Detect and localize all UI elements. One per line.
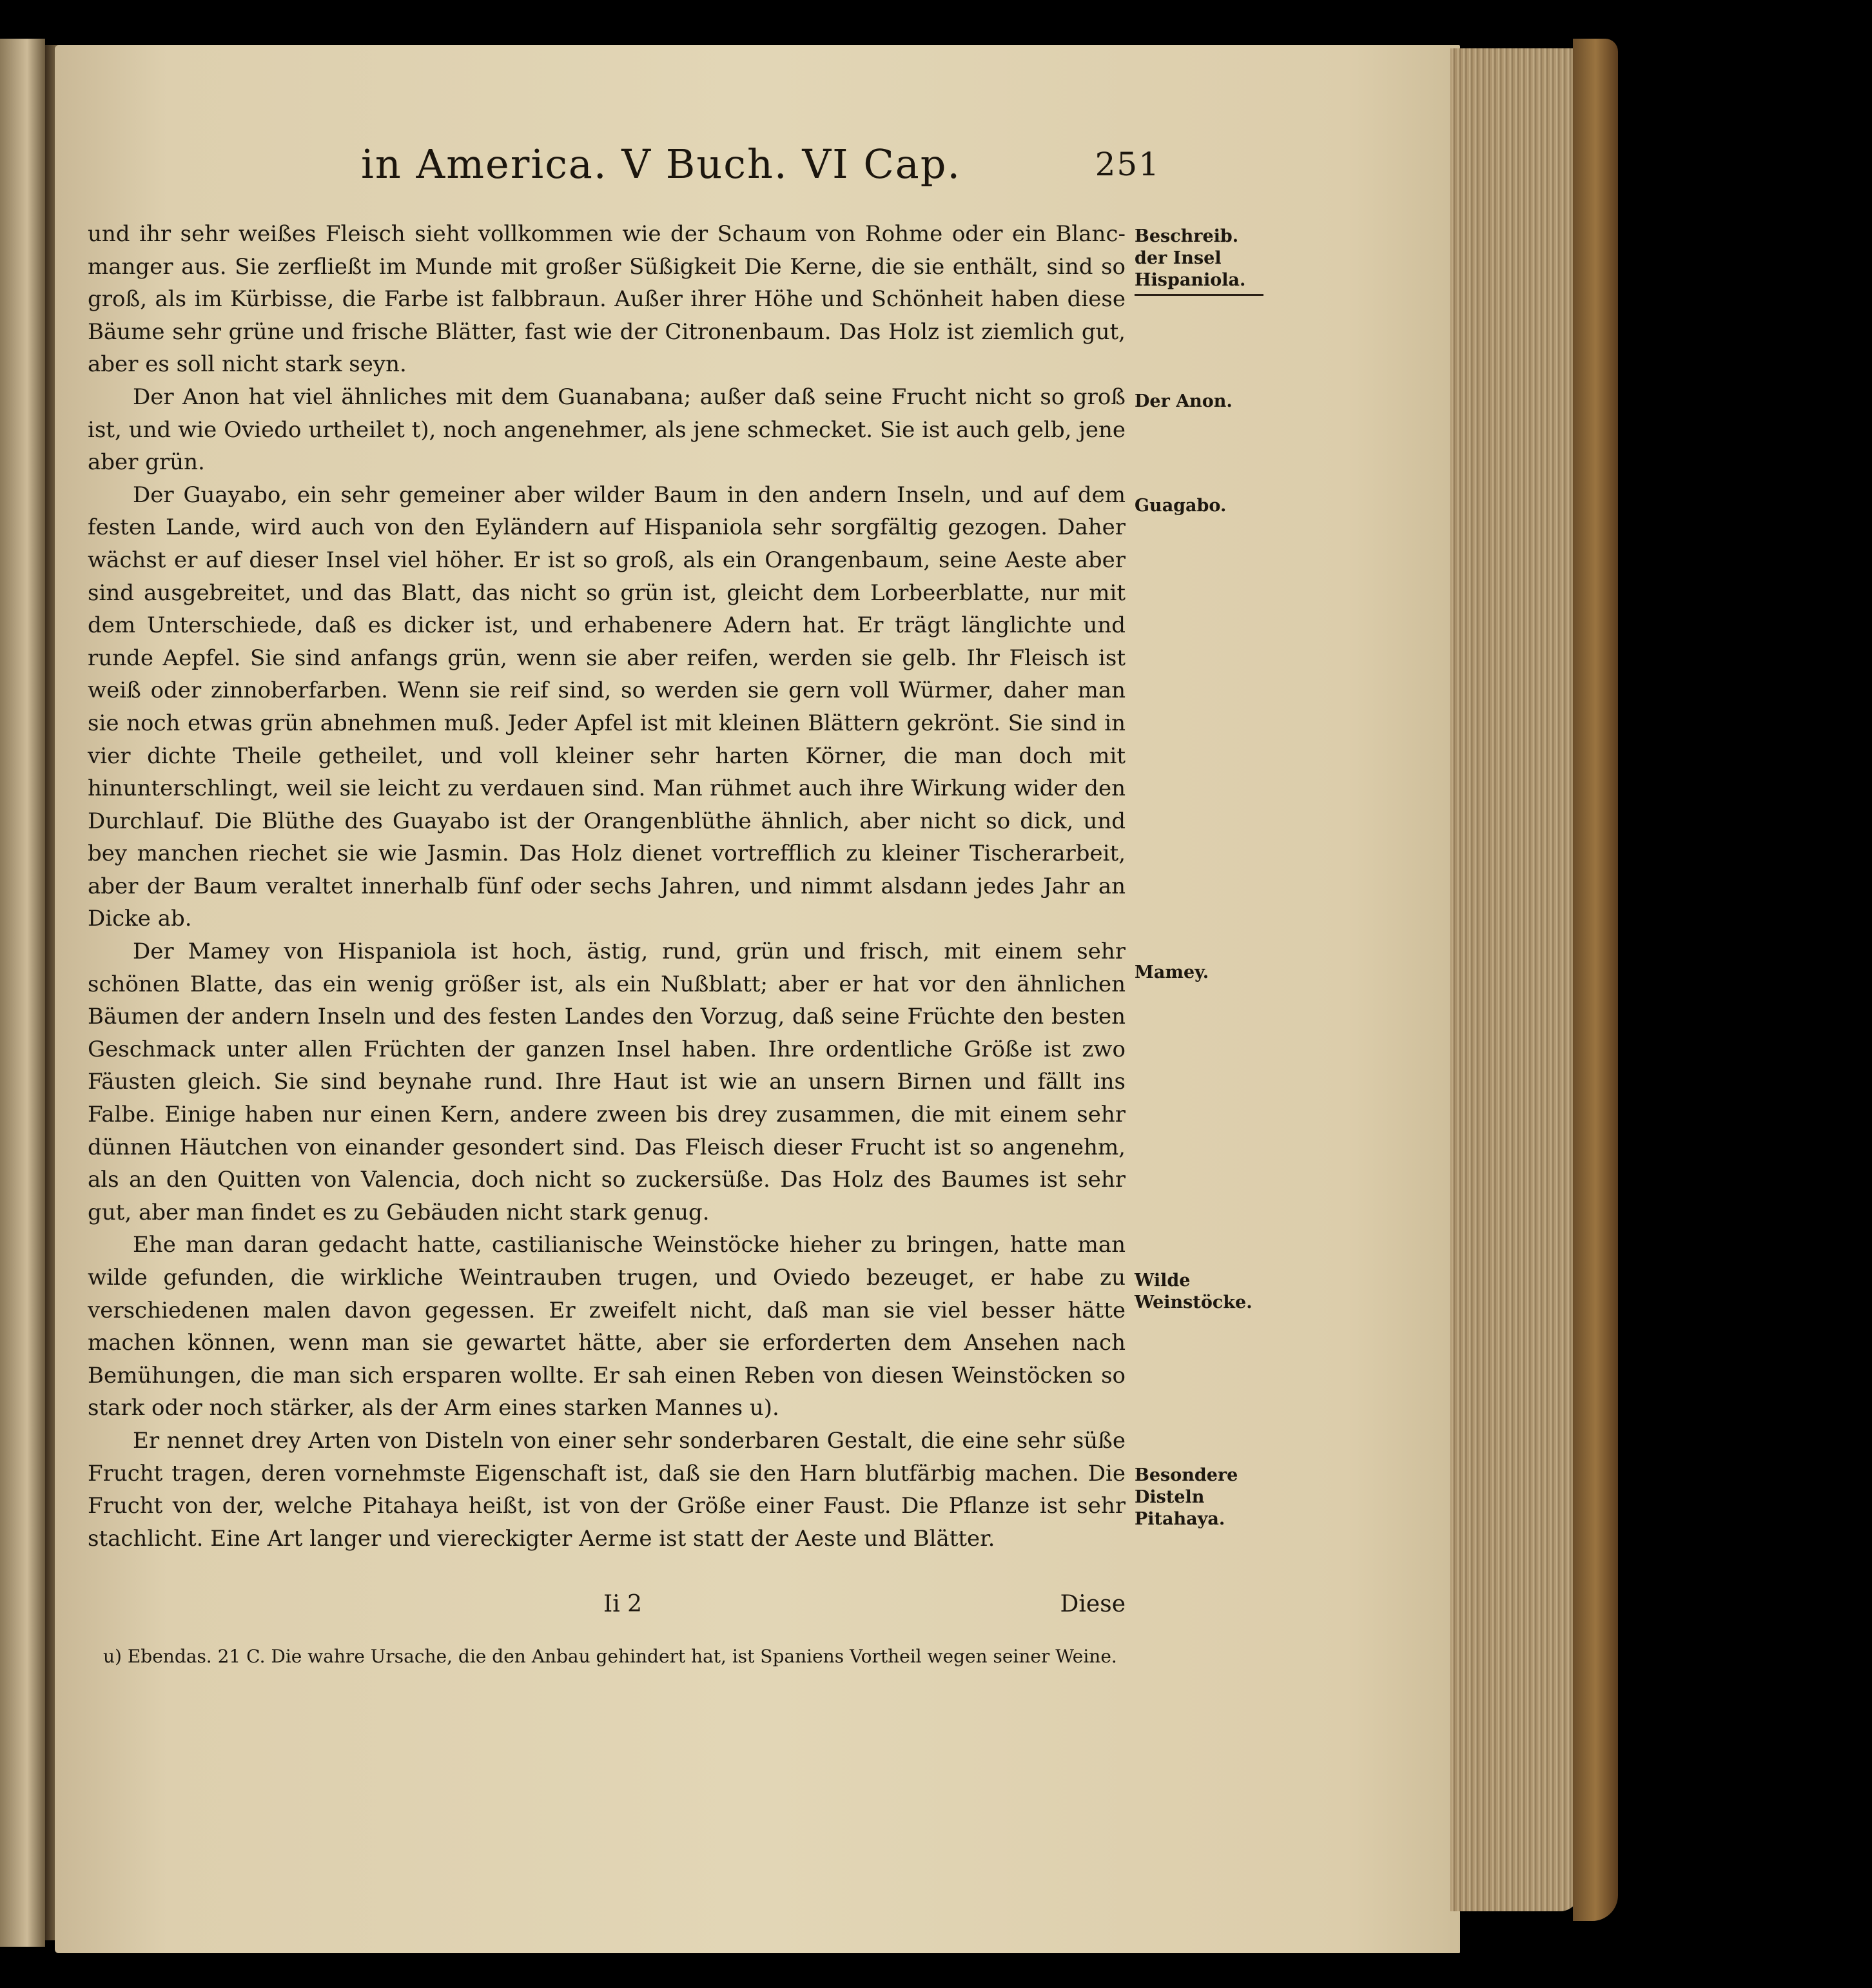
footnote: u) Ebendas. 21 C. Die wahre Ursache, die den Anbau gehindert hat, ist Spaniens Vortheil wegen seiner Weine. [103,1646,1117,1667]
marginal-note: Beschreib. der Insel Hispaniola. [1135,226,1263,296]
main-text [88,218,1126,1555]
paragraph: Der Guayabo, ein sehr gemeiner aber wilder Baum in den andern Inseln, und auf dem festen Lande, wird auch von den Eyländern auf Hispaniola sehr sorgfältig gezogen. Daher wächst er auf dieser Insel viel höher. Er ist so groß, als ein Orangenbaum, seine Aeste aber sind ausgebreitet, und das Blatt, das nicht so grün ist, gleicht dem Lorbeerblatte, nur mit dem Unterschiede, daß es dicker ist, und erhabenere Adern hat. Er trägt länglichte und runde Aepfel. Sie sind anfangs grün, wenn sie aber reifen, werden sie gelb. Ihr Fleisch ist weiß oder zinnoberfarben. Wenn sie reif sind, so werden sie gern voll Würmer, daher man sie noch etwas grün abnehmen muß. Jeder Apfel ist mit kleinen Blättern gekrönt. Sie sind in vier dichte Theile getheilet, und voll kleiner sehr harten Körner, die man doch mit hinunterschlingt, weil sie leicht zu verdauen sind. Man rühmet auch ihre Wirkung wider den Durchlauf. Die Blüthe des Guayabo ist der Orangenblüthe ähnlich, aber nicht so dick, und bey manchen riechet sie wie Jasmin. Das Holz dienet vortrefflich zu kleiner Tischerarbeit, aber der Baum veraltet innerhalb fünf oder sechs Jahren, und nimmt alsdann jedes Jahr an Dicke ab. [88,482,1126,932]
running-head-title: in America. V Buch. VI Cap. [361,141,962,188]
book-cover [1573,39,1618,1921]
marginal-note: Guagabo. [1135,496,1227,516]
running-head [361,141,1160,199]
marginal-note: Der Anon. [1135,391,1233,411]
catchword: Diese [1060,1591,1126,1617]
signature-line [88,1591,1126,1623]
paragraph: und ihr sehr weißes Fleisch sieht vollkommen wie der Schaum von Rohme oder ein Blanc-manger aus. Sie zerfließt im Munde mit großer Süßigkeit Die Kerne, die sie enthält, sind so groß, als im Kürbisse, die Farbe ist falbbraun. Außer ihrer Höhe und Schönheit haben diese Bäume sehr grüne und frische Blätter, fast wie der Citronenbaum. Das Holz ist ziemlich gut, aber es soll nicht stark seyn. [88,221,1126,378]
facing-page-edge [0,39,45,1947]
paragraph: Ehe man daran gedacht hatte, castilianische Weinstöcke hieher zu bringen, hatte man wilde gefunden, die wirkliche Weintrauben trugen, und Oviedo bezeuget, er habe zu verschiedenen malen davon gegessen. Er zweifelt nicht, daß man sie viel besser hätte machen können, wenn man sie gewartet hätte, aber sie erforderten dem Ansehen nach Bemühungen, die man sich ersparen wollte. Er sah einen Reben von diesen Weinstöcken so stark oder noch stärker, als der Arm eines starken Mannes u). [88,1232,1126,1421]
signature-mark: Ii 2 [603,1591,643,1617]
marginal-note: Besondere Disteln Pitahaya. [1135,1465,1238,1529]
marginal-note: Wilde Weinstöcke. [1135,1271,1253,1312]
paragraph: Der Anon hat viel ähnliches mit dem Guanabana; außer daß seine Frucht nicht so groß ist, und wie Oviedo urtheilet t), noch angenehmer, als jene schmecket. Sie ist auch gelb, jene aber grün. [88,384,1126,476]
paragraph: Er nennet drey Arten von Disteln von einer sehr sonderbaren Gestalt, die eine sehr süße Frucht tragen, deren vornehmste Eigenschaft ist, daß sie den Harn blutfärbig machen. Die Frucht von der, welche Pitahaya heißt, ist von der Größe einer Faust. Die Pflanze ist sehr stachlicht. Eine Art langer und viereckigter Aerme ist statt der Aeste und Blätter. [88,1427,1126,1552]
page-block-edge [1450,48,1579,1911]
paragraph: Der Mamey von Hispaniola ist hoch, ästig, rund, grün und frisch, mit einem sehr schönen Blatte, das ein wenig größer ist, als ein Nußblatt; aber er hat vor den ähnlichen Bäumen der andern Inseln und des festen Landes den Vorzug, daß seine Früchte den besten Geschmack unter allen Früchten der ganzen Insel haben. Ihre ordentliche Größe ist zwo Fäusten gleich. Sie sind beynahe rund. Ihre Haut ist wie an unsern Birnen und fällt ins Falbe. Einige haben nur einen Kern, andere zween bis drey zusammen, die mit einem sehr dünnen Häutchen von einander gesondert sind. Das Fleisch dieser Frucht ist so angenehm, als an den Quitten von Valencia, doch nicht so zuckersüße. Das Holz des Baumes ist sehr gut, aber man findet es zu Gebäuden nicht stark genug. [88,939,1126,1225]
marginal-note: Mamey. [1135,962,1209,982]
page-number: 251 [1095,146,1160,183]
